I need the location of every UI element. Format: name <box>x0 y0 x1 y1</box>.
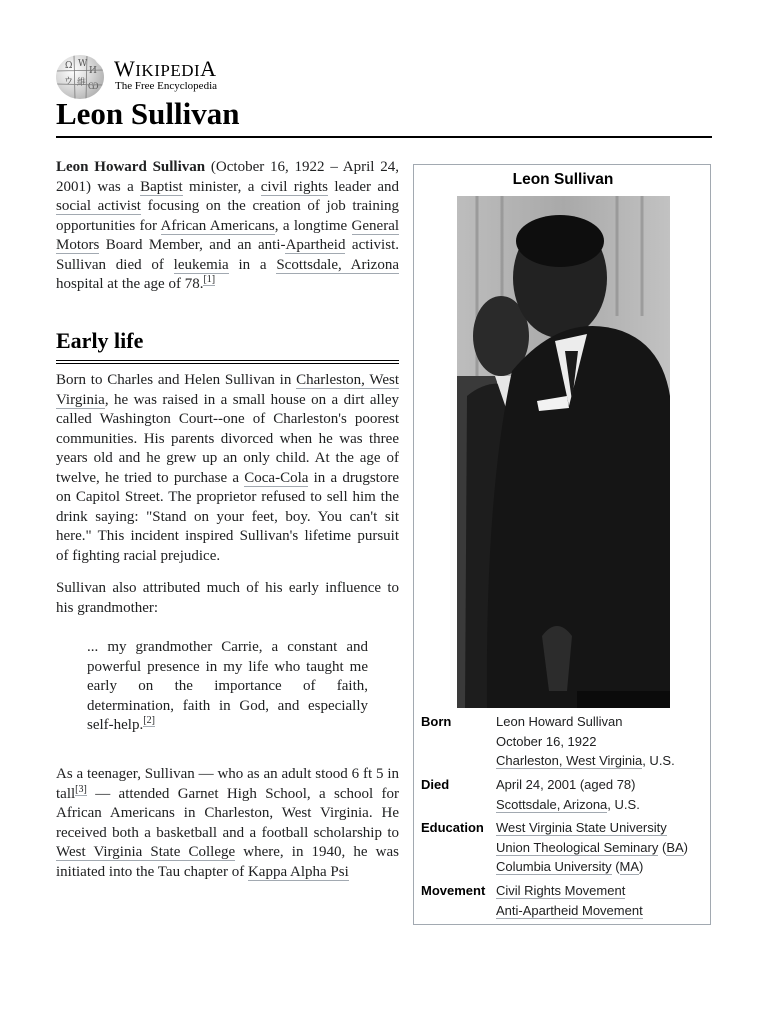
lead-text: leader and <box>327 178 400 195</box>
link-apartheid[interactable]: Apartheid <box>285 237 346 253</box>
globe-puzzle-lines <box>56 55 104 99</box>
link-social-activist[interactable]: social activist <box>56 198 141 214</box>
infobox-row-born <box>421 712 706 772</box>
subject-name: Leon Howard Sullivan <box>56 159 206 175</box>
wordmark-middle: IKIPEDI <box>135 61 201 80</box>
lead-text: activist. Sullivan died of <box>56 237 399 273</box>
degree-paren: ( <box>611 859 620 874</box>
globe-glyph: Ω <box>65 61 73 71</box>
infobox-caption: Leon Sullivan <box>512 171 614 188</box>
link-general-motors[interactable]: General Motors <box>56 217 400 253</box>
infobox-row-died <box>421 775 706 815</box>
died-value <box>496 775 706 814</box>
lead-text: in a <box>228 256 277 273</box>
lead-text: hospital at the age of 78. <box>56 276 204 292</box>
education-value <box>496 818 706 877</box>
degree-paren: ) <box>639 859 644 874</box>
born-label: Born <box>421 714 452 729</box>
infobox <box>413 164 711 925</box>
link-west-virginia-state-college[interactable]: West Virginia State College <box>56 844 236 860</box>
born-name: Leon Howard Sullivan <box>496 714 623 729</box>
blockquote <box>87 638 368 736</box>
link-union-theological-seminary[interactable]: Union Theological Seminary <box>496 839 659 855</box>
wordmark-initial: W <box>114 56 136 81</box>
body-text: Born to Charles and Helen Sullivan in <box>56 372 297 388</box>
infobox-row-movement <box>421 881 706 921</box>
link-baptist[interactable]: Baptist <box>140 178 183 195</box>
link-leukemia[interactable]: leukemia <box>173 256 229 273</box>
link-wv-state-university[interactable]: West Virginia State University <box>496 820 667 835</box>
early-life-paragraph-2 <box>56 579 399 618</box>
early-life-paragraph-3 <box>56 765 399 882</box>
lead-text: Board Member, and an anti- <box>99 237 286 253</box>
lead-paragraph <box>56 158 399 295</box>
link-african-americans[interactable]: African Americans <box>160 217 275 234</box>
body-text: Sullivan also attributed much of his early influence to his grandmother: <box>56 580 399 616</box>
lead-text: minister, a <box>182 178 261 195</box>
link-degree-ma[interactable]: MA <box>619 859 640 874</box>
wikipedia-globe-icon <box>56 55 104 99</box>
portrait-photo-illustration <box>457 196 670 708</box>
early-life-paragraph-1 <box>56 371 399 566</box>
portrait-photo[interactable] <box>457 196 670 708</box>
born-place-suffix: , U.S. <box>642 753 675 768</box>
link-coca-cola[interactable]: Coca-Cola <box>244 469 309 486</box>
died-date: April 24, 2001 (aged 78) <box>496 777 636 792</box>
link-born-place[interactable]: Charleston, West Virginia <box>496 753 643 768</box>
education-label: Education <box>421 820 484 835</box>
degree-paren: ( <box>658 839 667 855</box>
citation-3[interactable]: [3] <box>75 783 87 795</box>
body-text: , he was raised in a small house on a dirt alley called Washington Court--one of Charleston's poorest communities. His parents divorced when he was three years old and he grew up an only child. At the age of twelve, he tried to purchase a <box>56 391 399 486</box>
movement-label: Movement <box>421 883 486 898</box>
link-died-place[interactable]: Scottsdale, Arizona <box>496 796 608 812</box>
link-columbia-university[interactable]: Columbia University <box>496 859 612 874</box>
movement-value <box>496 881 706 920</box>
link-civil-rights-movement[interactable]: Civil Rights Movement <box>496 883 626 898</box>
citation-2[interactable]: [2] <box>143 715 155 726</box>
link-scottsdale-arizona[interactable]: Scottsdale, Arizona <box>276 256 399 273</box>
link-anti-apartheid-movement[interactable]: Anti-Apartheid Movement <box>496 902 643 918</box>
globe-glyph: W <box>78 59 88 69</box>
wikipedia-tagline: The Free Encyclopedia <box>115 80 218 92</box>
degree-paren: ) <box>683 839 688 855</box>
link-kappa-alpha-psi[interactable]: Kappa Alpha Psi <box>247 863 349 880</box>
globe-glyph: 維 <box>77 78 87 88</box>
title-divider <box>56 136 712 138</box>
globe-glyph: ウ <box>64 77 74 87</box>
wikipedia-logo[interactable] <box>56 53 356 99</box>
wordmark-final: A <box>200 56 217 81</box>
born-date: October 16, 1922 <box>496 733 597 749</box>
link-civil-rights[interactable]: civil rights <box>260 178 328 195</box>
died-label: Died <box>421 777 450 792</box>
page-title: Leon Sullivan <box>56 96 240 131</box>
body-text: — attended Garnet High School, a school for African Americans in Charleston, West Virginia. He received both a basketball and a football scholarship to <box>56 785 399 841</box>
body-text: where, in 1940, he was initiated into the Tau chapter of <box>56 844 400 880</box>
lead-text: (October 16, 1922 – April 24, 2001) was a <box>56 159 399 195</box>
citation-1[interactable]: [1] <box>203 274 216 285</box>
wikipedia-wordmark <box>114 56 217 82</box>
section-heading-early-life: Early life <box>56 328 399 364</box>
globe-glyph: Ѡ <box>88 82 99 92</box>
quote-text: ... my grandmother Carrie, a constant and powerful presence in my life who taught me early on the importance of faith, determination, faith in God, and especially self-help. <box>87 639 368 733</box>
globe-glyph: И <box>89 66 97 76</box>
died-place-suffix: , U.S. <box>607 796 640 812</box>
link-charleston-west-virginia[interactable]: Charleston, West Virginia <box>56 372 399 408</box>
link-degree-ba[interactable]: BA <box>666 839 684 855</box>
infobox-row-education <box>421 818 706 878</box>
body-text: in a drugstore on Capitol Street. The proprietor refused to sell him the drink saying: "Stand on your feet, boy. You can't sit here." This incident inspired Sullivan's lifetime pursuit of fighting racial prejudice. <box>56 469 399 564</box>
born-value <box>496 712 706 771</box>
lead-text: , a longtime <box>274 217 352 234</box>
body-text: As a teenager, Sullivan — who as an adult stood 6 ft 5 in tall <box>56 766 399 802</box>
lead-text: focusing on the creation of job training opportunities for <box>56 198 400 234</box>
